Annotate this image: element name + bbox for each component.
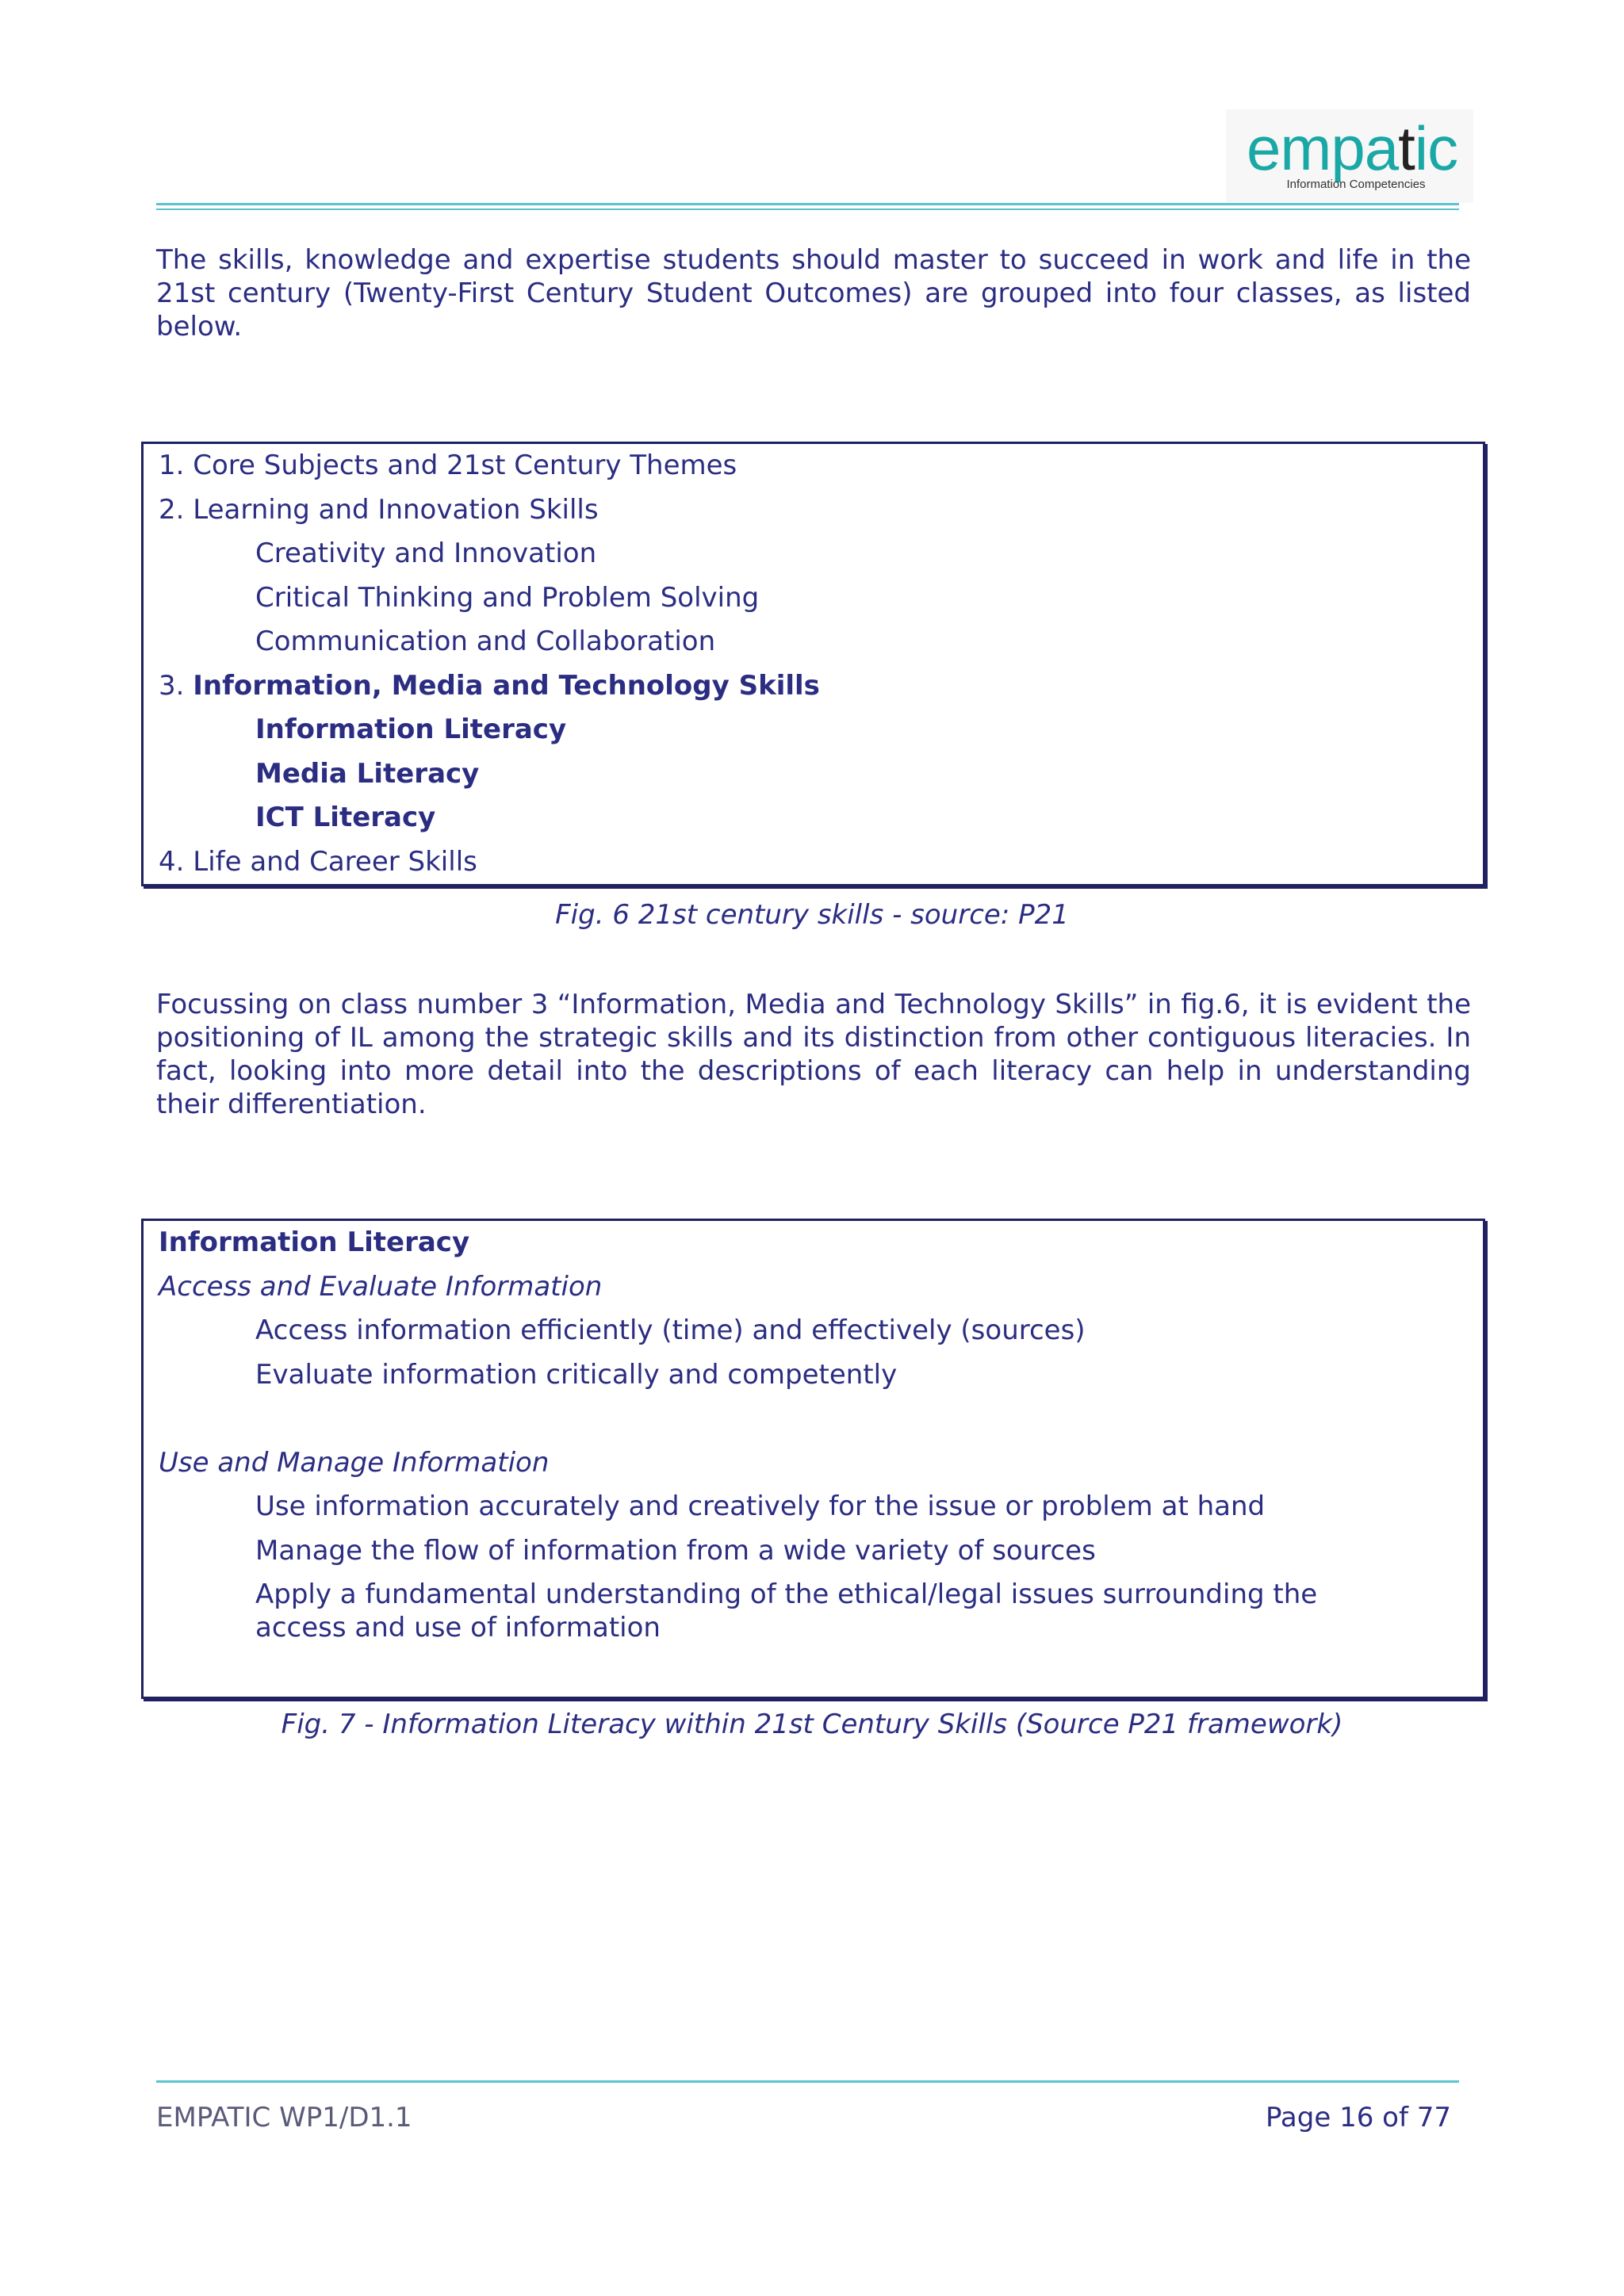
skill-class-1: 1. Core Subjects and 21st Century Themes: [159, 450, 737, 481]
header-rule-bottom: [156, 209, 1459, 210]
footer-rule: [156, 2080, 1459, 2083]
fig7-information-literacy-box: [141, 1219, 1485, 1699]
intro-paragraph: The skills, knowledge and expertise students should master to succeed in work and life in the 21st century (Twenty-First Century Student Outcomes) are grouped into four classes, as listed below.: [156, 244, 1471, 342]
skill-class-2: 2. Learning and Innovation Skills: [159, 494, 599, 526]
skill-class-3: [159, 669, 820, 702]
logo-wordmark: empatic: [1247, 113, 1458, 183]
fig7-section1-item: Evaluate information critically and competently: [255, 1359, 898, 1391]
fig7-section1-heading: Access and Evaluate Information: [159, 1271, 603, 1303]
header-rule-top: [156, 203, 1459, 205]
skill-item-critical-thinking: Critical Thinking and Problem Solving: [255, 582, 760, 614]
fig7-section1-item: Access information efficiently (time) and effectively (sources): [255, 1314, 1086, 1346]
skill-item-creativity: Creativity and Innovation: [255, 538, 597, 569]
fig6-caption: Fig. 6 21st century skills - source: P21: [555, 899, 1069, 931]
fig6-skills-box: [141, 442, 1485, 886]
fig7-caption: Fig. 7 - Information Literacy within 21st Century Skills (Source P21 framework): [281, 1709, 1343, 1740]
footer-page-number: Page 16 of 77: [1265, 2102, 1451, 2133]
fig7-section2-item: Apply a fundamental understanding of the ethical/legal issues surrounding the access and use of information: [255, 1578, 1318, 1644]
skill-item-communication: Communication and Collaboration: [255, 626, 716, 657]
second-paragraph: Focussing on class number 3 “Information, Media and Technology Skills” in fig.6, it is evident the positioning of IL among the strategic skills and its distinction from other contiguous literacies. In fact, looking into more detail into the descriptions of each literacy can help in understanding their differentiation.: [156, 989, 1471, 1120]
skill-item-media-literacy: Media Literacy: [255, 758, 480, 790]
fig7-section2-item: Manage the flow of information from a wide variety of sources: [255, 1535, 1096, 1567]
footer-doc-id: EMPATIC WP1/D1.1: [156, 2102, 412, 2133]
fig7-title: Information Literacy: [159, 1226, 470, 1258]
skill-class-3-number: 3.: [159, 670, 193, 702]
skill-item-ict-literacy: ICT Literacy: [255, 802, 436, 833]
skill-class-3-title: Information, Media and Technology Skills: [193, 670, 820, 702]
fig7-section2-heading: Use and Manage Information: [159, 1447, 550, 1479]
empatic-logo: [1226, 109, 1473, 203]
skill-class-4: 4. Life and Career Skills: [159, 846, 477, 878]
skill-item-information-literacy: Information Literacy: [255, 714, 567, 745]
fig7-section2-item: Use information accurately and creatively for the issue or problem at hand: [255, 1490, 1266, 1522]
logo-subtitle: Information Competencies: [1286, 178, 1426, 191]
